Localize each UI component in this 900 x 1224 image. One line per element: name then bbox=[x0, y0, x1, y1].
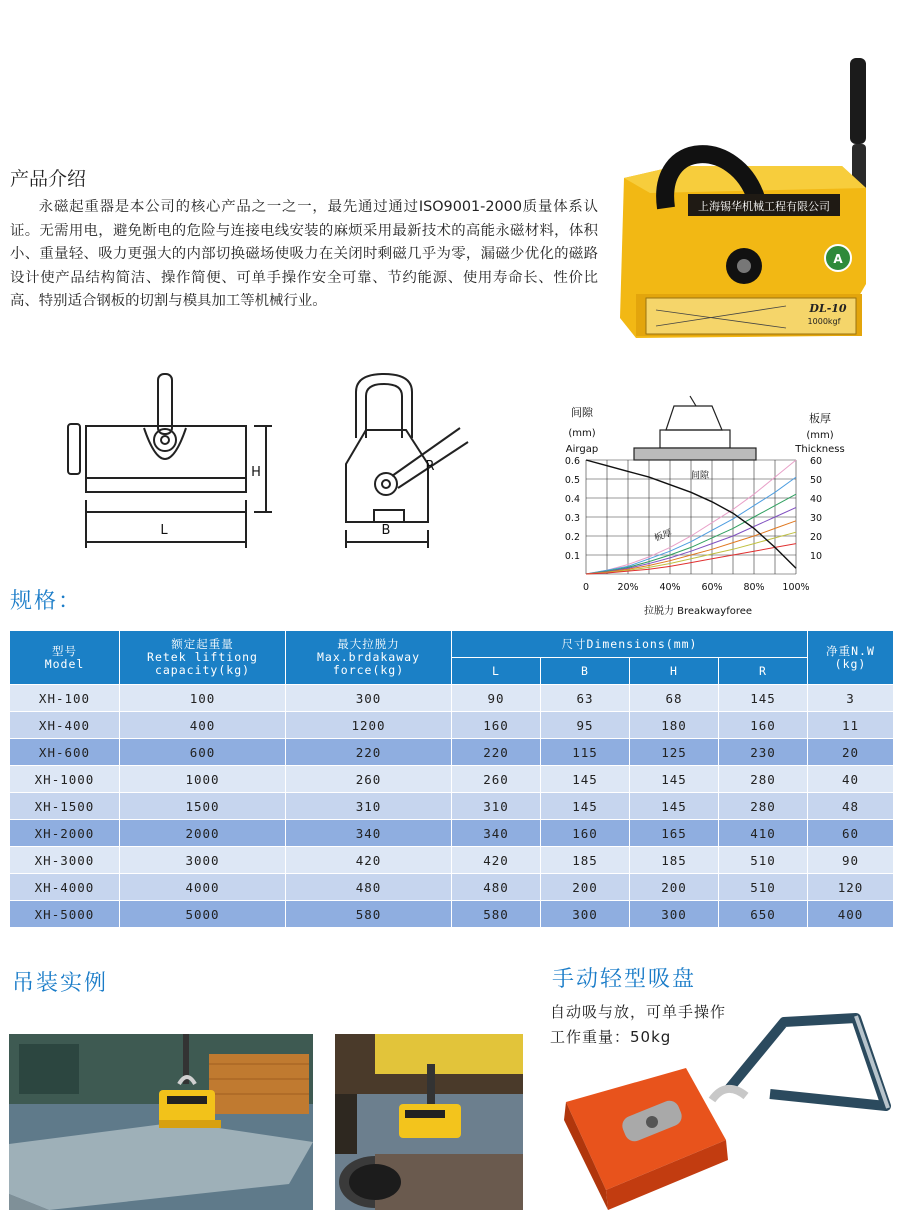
cell-net-weight: 400 bbox=[808, 901, 894, 928]
case-photo-pipe bbox=[335, 1034, 523, 1210]
cell-dim-h: 180 bbox=[630, 712, 719, 739]
product-photo bbox=[606, 48, 892, 348]
cell-rated: 1500 bbox=[120, 793, 286, 820]
right-tick-label: 20 bbox=[809, 532, 823, 543]
right-axis-label-cn: 板厚 bbox=[809, 412, 831, 425]
right-tick-label: 60 bbox=[809, 456, 823, 467]
cell-max-force: 300 bbox=[286, 685, 452, 712]
product-brand: 上海锡华机械工程有限公司 bbox=[698, 200, 830, 213]
sucker-title: 手动轻型吸盘 bbox=[552, 967, 697, 992]
cell-dim-b: 300 bbox=[541, 901, 630, 928]
left-axis-unit: (mm) bbox=[568, 428, 596, 439]
sucker-line-1: 自动吸与放，可单手操作 bbox=[550, 1003, 727, 1021]
cell-model: XH-400 bbox=[10, 712, 120, 739]
cell-dim-b: 95 bbox=[541, 712, 630, 739]
cell-model: XH-1500 bbox=[10, 793, 120, 820]
cell-model: XH-600 bbox=[10, 739, 120, 766]
col-model bbox=[10, 631, 120, 685]
cell-max-force: 220 bbox=[286, 739, 452, 766]
cell-dim-h: 145 bbox=[630, 766, 719, 793]
sucker-photo bbox=[556, 1010, 896, 1218]
cell-rated: 5000 bbox=[120, 901, 286, 928]
cell-max-force: 340 bbox=[286, 820, 452, 847]
table-row bbox=[10, 820, 894, 847]
col-nw-cn: 净重N.W bbox=[826, 643, 875, 658]
table-row bbox=[10, 739, 894, 766]
cell-dim-h: 165 bbox=[630, 820, 719, 847]
cell-rated: 2000 bbox=[120, 820, 286, 847]
table-row bbox=[10, 793, 894, 820]
left-tick-label: 0.6 bbox=[564, 456, 580, 467]
left-axis-label-en: Airgap bbox=[565, 444, 599, 455]
col-b: B bbox=[541, 658, 630, 685]
cell-model: XH-5000 bbox=[10, 901, 120, 928]
table-row bbox=[10, 901, 894, 928]
left-tick-label: 0.2 bbox=[564, 532, 580, 543]
col-r: R bbox=[719, 658, 808, 685]
x-axis-label: 拉脱力 Breakwayforee bbox=[643, 606, 753, 617]
cell-dim-r: 280 bbox=[719, 766, 808, 793]
table-row bbox=[10, 874, 894, 901]
dim-label-l: L bbox=[160, 523, 168, 538]
cell-dim-b: 63 bbox=[541, 685, 630, 712]
col-model-cn: 型号 bbox=[52, 643, 77, 658]
cell-dim-r: 280 bbox=[719, 793, 808, 820]
col-rated-cn: 额定起重量 bbox=[171, 637, 234, 651]
cell-dim-r: 410 bbox=[719, 820, 808, 847]
cell-rated: 4000 bbox=[120, 874, 286, 901]
cell-dim-b: 145 bbox=[541, 793, 630, 820]
intro-title: 产品介绍 bbox=[10, 168, 87, 190]
right-tick-label: 10 bbox=[809, 551, 823, 562]
cell-max-force: 420 bbox=[286, 847, 452, 874]
cell-dim-l: 480 bbox=[452, 874, 541, 901]
dim-label-r: R bbox=[425, 459, 435, 474]
dim-label-b: B bbox=[381, 523, 391, 538]
cell-net-weight: 20 bbox=[808, 739, 894, 766]
x-tick-label: 40% bbox=[659, 582, 681, 593]
cell-dim-l: 580 bbox=[452, 901, 541, 928]
right-tick-label: 30 bbox=[809, 513, 823, 524]
x-tick-label: 20% bbox=[617, 582, 639, 593]
product-model: DL-10 bbox=[809, 302, 847, 315]
cell-rated: 3000 bbox=[120, 847, 286, 874]
right-tick-label: 40 bbox=[809, 494, 823, 505]
product-rating: 1000kgf bbox=[807, 317, 841, 326]
cell-dim-h: 145 bbox=[630, 793, 719, 820]
sucker-line-2: 工作重量：50kg bbox=[550, 1028, 672, 1046]
left-tick-label: 0.3 bbox=[564, 513, 580, 524]
cell-dim-h: 125 bbox=[630, 739, 719, 766]
cell-net-weight: 60 bbox=[808, 820, 894, 847]
spec-table bbox=[9, 630, 894, 928]
cell-max-force: 480 bbox=[286, 874, 452, 901]
cell-net-weight: 40 bbox=[808, 766, 894, 793]
cell-max-force: 260 bbox=[286, 766, 452, 793]
breakaway-chart bbox=[556, 386, 856, 618]
cell-max-force: 310 bbox=[286, 793, 452, 820]
cell-dim-h: 300 bbox=[630, 901, 719, 928]
annotation-thickness: 板厚 bbox=[653, 528, 674, 544]
side-view-drawing bbox=[60, 372, 282, 554]
cell-net-weight: 11 bbox=[808, 712, 894, 739]
cell-max-force: 1200 bbox=[286, 712, 452, 739]
cell-dim-h: 185 bbox=[630, 847, 719, 874]
front-view-drawing bbox=[338, 372, 478, 552]
dim-label-h: H bbox=[251, 465, 261, 480]
x-tick-label: 0 bbox=[582, 582, 590, 593]
cell-net-weight: 48 bbox=[808, 793, 894, 820]
intro-paragraph: 永磁起重器是本公司的核心产品之一之一，最先通过通过ISO9001-2000质量体系认证。无需用电，避免断电的危险与连接电线安装的麻烦采用最新技术的高能永磁材料，体积小、重量轻、吸力更强大的内部切换磁场使吸力在关闭时剩磁几乎为零，漏磁少优化的磁路设计使产品结构简洁、操作简便、可单手操作安全可靠、节约能源、使用寿命长、性价比高、特别适合钢板的切割与模具加工等机械行业。 bbox=[10, 199, 598, 310]
right-axis-unit: (mm) bbox=[806, 430, 834, 441]
cell-dim-r: 510 bbox=[719, 847, 808, 874]
cell-dim-r: 145 bbox=[719, 685, 808, 712]
table-row bbox=[10, 712, 894, 739]
cell-dim-b: 115 bbox=[541, 739, 630, 766]
cell-dim-l: 220 bbox=[452, 739, 541, 766]
x-tick-label: 80% bbox=[743, 582, 765, 593]
case-photo-plate bbox=[9, 1034, 313, 1210]
cell-dim-b: 185 bbox=[541, 847, 630, 874]
x-tick-label: 100% bbox=[782, 582, 810, 593]
cell-dim-h: 200 bbox=[630, 874, 719, 901]
col-max-en2: force(kg) bbox=[332, 663, 405, 677]
cell-rated: 100 bbox=[120, 685, 286, 712]
intro-body bbox=[10, 196, 598, 314]
x-tick-label: 60% bbox=[701, 582, 723, 593]
cell-dim-l: 310 bbox=[452, 793, 541, 820]
col-dims: 尺寸Dimensions(mm) bbox=[452, 631, 808, 658]
cell-dim-l: 160 bbox=[452, 712, 541, 739]
cell-dim-l: 420 bbox=[452, 847, 541, 874]
cell-model: XH-100 bbox=[10, 685, 120, 712]
cell-model: XH-1000 bbox=[10, 766, 120, 793]
col-max bbox=[286, 631, 452, 685]
right-tick-label: 50 bbox=[809, 475, 823, 486]
cell-dim-r: 650 bbox=[719, 901, 808, 928]
col-max-en1: Max.brdakaway bbox=[316, 650, 420, 664]
left-tick-label: 0.4 bbox=[564, 494, 580, 505]
cell-rated: 1000 bbox=[120, 766, 286, 793]
cell-dim-l: 340 bbox=[452, 820, 541, 847]
col-rated-en1: Retek liftiong bbox=[147, 650, 258, 664]
col-rated bbox=[120, 631, 286, 685]
cell-model: XH-4000 bbox=[10, 874, 120, 901]
table-row bbox=[10, 685, 894, 712]
cell-rated: 600 bbox=[120, 739, 286, 766]
cell-net-weight: 120 bbox=[808, 874, 894, 901]
col-nw-unit: (kg) bbox=[834, 656, 867, 671]
cell-dim-b: 200 bbox=[541, 874, 630, 901]
chart-magnet-sketch bbox=[634, 396, 756, 460]
col-rated-en2: capacity(kg) bbox=[154, 663, 251, 677]
specs-title: 规格： bbox=[10, 589, 83, 614]
left-tick-label: 0.5 bbox=[564, 475, 580, 486]
cell-dim-r: 160 bbox=[719, 712, 808, 739]
cell-dim-l: 90 bbox=[452, 685, 541, 712]
col-max-cn: 最大拉脱力 bbox=[337, 637, 400, 651]
cell-dim-b: 160 bbox=[541, 820, 630, 847]
cases-title: 吊装实例 bbox=[12, 971, 109, 996]
table-row bbox=[10, 766, 894, 793]
cell-dim-h: 68 bbox=[630, 685, 719, 712]
col-model-en: Model bbox=[44, 656, 85, 671]
left-tick-label: 0.1 bbox=[564, 551, 580, 562]
col-nw bbox=[808, 631, 894, 685]
cell-net-weight: 3 bbox=[808, 685, 894, 712]
cell-rated: 400 bbox=[120, 712, 286, 739]
col-h: H bbox=[630, 658, 719, 685]
cell-max-force: 580 bbox=[286, 901, 452, 928]
col-l: L bbox=[452, 658, 541, 685]
cell-dim-r: 510 bbox=[719, 874, 808, 901]
svg-text:A: A bbox=[833, 252, 843, 266]
cell-model: XH-2000 bbox=[10, 820, 120, 847]
cell-net-weight: 90 bbox=[808, 847, 894, 874]
cell-model: XH-3000 bbox=[10, 847, 120, 874]
cell-dim-l: 260 bbox=[452, 766, 541, 793]
table-row bbox=[10, 847, 894, 874]
annotation-gap: 间隙 bbox=[690, 471, 710, 481]
cell-dim-b: 145 bbox=[541, 766, 630, 793]
right-axis-label-en: Thickness bbox=[795, 444, 845, 455]
cell-dim-r: 230 bbox=[719, 739, 808, 766]
left-axis-label-cn: 间隙 bbox=[571, 406, 593, 419]
